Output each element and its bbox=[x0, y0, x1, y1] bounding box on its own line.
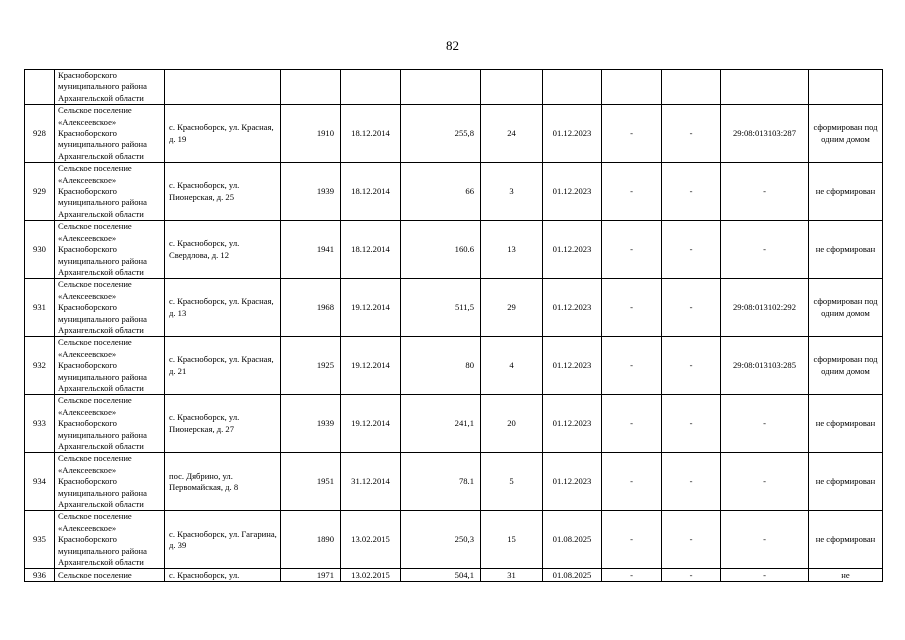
table-row bbox=[25, 337, 883, 395]
cell-deadline: 01.12.2023 bbox=[543, 221, 602, 279]
cell-cadastral: 29:08:013102:292 bbox=[721, 279, 809, 337]
cell-cadastral: - bbox=[721, 163, 809, 221]
cell-number: 931 bbox=[25, 279, 55, 337]
cell-date: 31.12.2014 bbox=[341, 453, 401, 511]
table-body bbox=[25, 70, 883, 582]
cell-number: 929 bbox=[25, 163, 55, 221]
cell-year bbox=[281, 70, 341, 105]
cell-cadastral: - bbox=[721, 511, 809, 569]
cell-date: 18.12.2014 bbox=[341, 105, 401, 163]
cell-residents: 3 bbox=[481, 163, 543, 221]
cell-number: 934 bbox=[25, 453, 55, 511]
table-row bbox=[25, 105, 883, 163]
cell-cadastral: - bbox=[721, 453, 809, 511]
cell-cadastral: - bbox=[721, 395, 809, 453]
continuation-row bbox=[25, 70, 883, 105]
cell-year: 1939 bbox=[281, 395, 341, 453]
cell-status: не сформирован bbox=[809, 221, 883, 279]
cell-col9: - bbox=[602, 279, 662, 337]
cell-status: сформирован под одним домом bbox=[809, 105, 883, 163]
cell-col10: - bbox=[662, 511, 721, 569]
cell-number: 928 bbox=[25, 105, 55, 163]
cell-col9 bbox=[602, 70, 662, 105]
page-number: 82 bbox=[446, 38, 459, 53]
cell-col10: - bbox=[662, 279, 721, 337]
table-row bbox=[25, 453, 883, 511]
cell-date: 13.02.2015 bbox=[341, 569, 401, 582]
cell-deadline: 01.08.2025 bbox=[543, 511, 602, 569]
cell-status: сформирован под одним домом bbox=[809, 337, 883, 395]
cell-residents: 20 bbox=[481, 395, 543, 453]
cell-municipality: Сельское поселение «Алексеевское» Красноборского муниципального района Архангельской области bbox=[55, 453, 165, 511]
cell-year: 1951 bbox=[281, 453, 341, 511]
cell-col10: - bbox=[662, 105, 721, 163]
cell-deadline: 01.12.2023 bbox=[543, 453, 602, 511]
cell-col9: - bbox=[602, 221, 662, 279]
cell-area: 250,3 bbox=[401, 511, 481, 569]
table-row bbox=[25, 163, 883, 221]
cell-status: не сформирован bbox=[809, 453, 883, 511]
cell-residents: 15 bbox=[481, 511, 543, 569]
cell-number: 933 bbox=[25, 395, 55, 453]
cell-deadline: 01.12.2023 bbox=[543, 163, 602, 221]
cell-address: пос. Дябрино, ул. Первомайская, д. 8 bbox=[165, 453, 281, 511]
cell-address: с. Красноборск, ул. bbox=[165, 569, 281, 582]
cell-cadastral bbox=[721, 70, 809, 105]
table-row bbox=[25, 569, 883, 582]
cell-municipality: Сельское поселение «Алексеевское» Красноборского муниципального района Архангельской области bbox=[55, 279, 165, 337]
cell-residents: 4 bbox=[481, 337, 543, 395]
cell-municipality: Сельское поселение «Алексеевское» Красноборского муниципального района Архангельской области bbox=[55, 221, 165, 279]
housing-registry-table bbox=[24, 69, 883, 582]
cell-address: с. Красноборск, ул. Свердлова, д. 12 bbox=[165, 221, 281, 279]
cell-date: 18.12.2014 bbox=[341, 163, 401, 221]
cell-residents: 31 bbox=[481, 569, 543, 582]
cell-date: 18.12.2014 bbox=[341, 221, 401, 279]
cell-number: 935 bbox=[25, 511, 55, 569]
cell-col10: - bbox=[662, 337, 721, 395]
cell-cadastral: 29:08:013103:287 bbox=[721, 105, 809, 163]
cell-date: 13.02.2015 bbox=[341, 511, 401, 569]
cell-col9: - bbox=[602, 453, 662, 511]
cell-address: с. Красноборск, ул. Красная, д. 21 bbox=[165, 337, 281, 395]
cell-area: 78.1 bbox=[401, 453, 481, 511]
cell-area: 241,1 bbox=[401, 395, 481, 453]
cell-col10: - bbox=[662, 453, 721, 511]
cell-address bbox=[165, 70, 281, 105]
cell-address: с. Красноборск, ул. Пионерская, д. 25 bbox=[165, 163, 281, 221]
cell-number: 936 bbox=[25, 569, 55, 582]
cell-status: не сформирован bbox=[809, 511, 883, 569]
cell-year: 1939 bbox=[281, 163, 341, 221]
cell-area: 255,8 bbox=[401, 105, 481, 163]
cell-col10 bbox=[662, 70, 721, 105]
cell-deadline: 01.12.2023 bbox=[543, 395, 602, 453]
cell-residents: 13 bbox=[481, 221, 543, 279]
cell-col10: - bbox=[662, 221, 721, 279]
cell-status: не сформирован bbox=[809, 395, 883, 453]
table-row bbox=[25, 279, 883, 337]
cell-address: с. Красноборск, ул. Красная, д. 13 bbox=[165, 279, 281, 337]
cell-number bbox=[25, 70, 55, 105]
cell-area: 504,1 bbox=[401, 569, 481, 582]
cell-cadastral: - bbox=[721, 221, 809, 279]
cell-date bbox=[341, 70, 401, 105]
cell-deadline: 01.12.2023 bbox=[543, 337, 602, 395]
cell-deadline: 01.12.2023 bbox=[543, 105, 602, 163]
cell-residents: 5 bbox=[481, 453, 543, 511]
cell-number: 932 bbox=[25, 337, 55, 395]
cell-deadline bbox=[543, 70, 602, 105]
cell-residents bbox=[481, 70, 543, 105]
cell-area: 80 bbox=[401, 337, 481, 395]
cell-col9: - bbox=[602, 511, 662, 569]
cell-date: 19.12.2014 bbox=[341, 337, 401, 395]
cell-area: 160.6 bbox=[401, 221, 481, 279]
cell-residents: 29 bbox=[481, 279, 543, 337]
cell-col10: - bbox=[662, 395, 721, 453]
table-row bbox=[25, 395, 883, 453]
cell-year: 1968 bbox=[281, 279, 341, 337]
cell-municipality: Сельское поселение «Алексеевское» Красноборского муниципального района Архангельской области bbox=[55, 511, 165, 569]
cell-address: с. Красноборск, ул. Пионерская, д. 27 bbox=[165, 395, 281, 453]
cell-municipality: Сельское поселение «Алексеевское» Красноборского муниципального района Архангельской области bbox=[55, 163, 165, 221]
cell-municipality: Красноборского муниципального района Архангельской области bbox=[55, 70, 165, 105]
cell-year: 1971 bbox=[281, 569, 341, 582]
cell-municipality: Сельское поселение «Алексеевское» Красноборского муниципального района Архангельской области bbox=[55, 395, 165, 453]
cell-col9: - bbox=[602, 163, 662, 221]
cell-residents: 24 bbox=[481, 105, 543, 163]
table-row bbox=[25, 221, 883, 279]
cell-status: не bbox=[809, 569, 883, 582]
cell-area bbox=[401, 70, 481, 105]
cell-year: 1941 bbox=[281, 221, 341, 279]
cell-year: 1890 bbox=[281, 511, 341, 569]
cell-area: 66 bbox=[401, 163, 481, 221]
cell-municipality: Сельское поселение «Алексеевское» Красноборского муниципального района Архангельской области bbox=[55, 337, 165, 395]
cell-col9: - bbox=[602, 105, 662, 163]
cell-deadline: 01.12.2023 bbox=[543, 279, 602, 337]
cell-year: 1910 bbox=[281, 105, 341, 163]
cell-status bbox=[809, 70, 883, 105]
cell-year: 1925 bbox=[281, 337, 341, 395]
cell-date: 19.12.2014 bbox=[341, 395, 401, 453]
cell-deadline: 01.08.2025 bbox=[543, 569, 602, 582]
cell-date: 19.12.2014 bbox=[341, 279, 401, 337]
cell-cadastral: - bbox=[721, 569, 809, 582]
cell-col9: - bbox=[602, 569, 662, 582]
cell-area: 511,5 bbox=[401, 279, 481, 337]
cell-col10: - bbox=[662, 163, 721, 221]
cell-municipality: Сельское поселение bbox=[55, 569, 165, 582]
cell-address: с. Красноборск, ул. Гагарина, д. 39 bbox=[165, 511, 281, 569]
cell-status: сформирован под одним домом bbox=[809, 279, 883, 337]
cell-number: 930 bbox=[25, 221, 55, 279]
cell-address: с. Красноборск, ул. Красная, д. 19 bbox=[165, 105, 281, 163]
cell-col9: - bbox=[602, 395, 662, 453]
table-row bbox=[25, 511, 883, 569]
cell-status: не сформирован bbox=[809, 163, 883, 221]
cell-municipality: Сельское поселение «Алексеевское» Красноборского муниципального района Архангельской области bbox=[55, 105, 165, 163]
cell-col9: - bbox=[602, 337, 662, 395]
cell-cadastral: 29:08:013103:285 bbox=[721, 337, 809, 395]
cell-col10: - bbox=[662, 569, 721, 582]
